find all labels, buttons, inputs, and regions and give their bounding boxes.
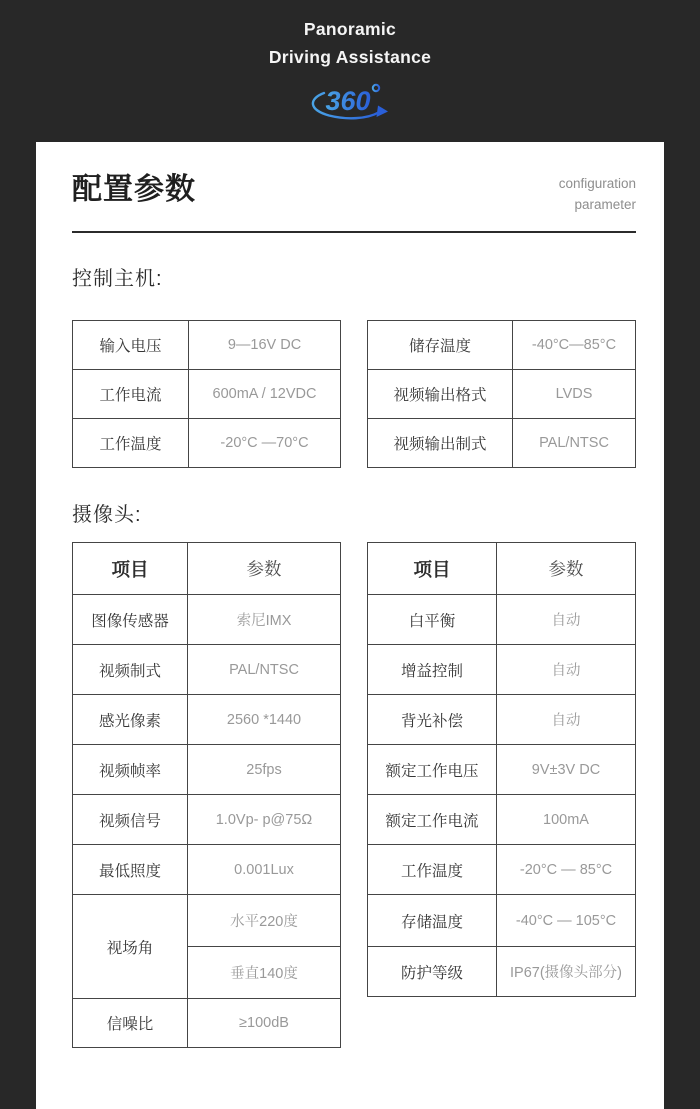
table-row [368,645,636,695]
spec-value-cell: 垂直140度 [188,947,341,999]
spec-value-cell: 自动 [497,695,636,745]
spec-value-cell: PAL/NTSC [513,419,636,468]
table-row [73,795,341,845]
table-row [73,595,341,645]
spec-value-cell: 2560 *1440 [188,695,341,745]
page-subtitle [559,170,636,215]
table-row [368,795,636,845]
spec-value-cell: 自动 [497,645,636,695]
column-header-item: 项目 [73,543,188,595]
page-title: 配置参数 [72,173,196,206]
camera-right-table [367,542,636,997]
spec-label-cell: 视频制式 [73,645,188,695]
host-left-table [72,320,341,468]
logo-360 [302,76,398,124]
page-header [0,0,700,124]
spec-label-cell: 视频输出格式 [368,370,513,419]
table-row [368,745,636,795]
spec-value-cell: -40°C — 105°C [497,895,636,947]
header-title-line2: Driving Assistance [268,47,432,67]
spec-label-cell: 背光补偿 [368,695,497,745]
spec-value-cell: 0.001Lux [188,845,341,895]
table-row [73,321,341,370]
table-row [368,947,636,997]
table-row [73,419,341,468]
table-header-row [73,543,341,595]
header-title-line1: Panoramic [303,19,397,39]
section-label-host: 控制主机: [72,268,163,290]
spec-label-cell: 白平衡 [368,595,497,645]
table-row [73,999,341,1048]
table-row-fov-top [73,895,341,947]
table-row [368,321,636,370]
spec-value-cell: -20°C —70°C [189,419,341,468]
spec-label-cell-fov: 视场角 [73,895,188,999]
camera-tables-row [72,542,636,1048]
spec-value-cell: 9V±3V DC [497,745,636,795]
logo-360-wrap [0,76,700,124]
spec-value-cell: 100mA [497,795,636,845]
spec-value-cell: IP67(摄像头部分) [497,947,636,997]
spec-label-cell: 额定工作电流 [368,795,497,845]
title-divider [72,231,636,233]
table-row [368,370,636,419]
spec-label-cell: 储存温度 [368,321,513,370]
column-header-param: 参数 [497,543,636,595]
spec-card [36,142,664,1109]
table-row [368,695,636,745]
spec-label-cell: 额定工作电压 [368,745,497,795]
camera-left-table [72,542,341,1048]
host-tables-row [72,320,636,468]
spec-value-cell: 自动 [497,595,636,645]
spec-value-cell: 1.0Vp- p@75Ω [188,795,341,845]
table-row [368,895,636,947]
spec-label-cell: 工作温度 [73,419,189,468]
spec-value-cell: 9—16V DC [189,321,341,370]
column-header-item: 项目 [368,543,497,595]
spec-value-cell: -20°C — 85°C [497,845,636,895]
spec-value-cell: 索尼IMX [188,595,341,645]
host-right-table [367,320,636,468]
table-row [73,845,341,895]
spec-value-cell: 25fps [188,745,341,795]
spec-label-cell: 图像传感器 [73,595,188,645]
spec-label-cell: 防护等级 [368,947,497,997]
table-row [73,370,341,419]
spec-label-cell: 视频输出制式 [368,419,513,468]
spec-label-cell: 增益控制 [368,645,497,695]
logo-360-text: 360 [325,86,371,116]
section-label-camera: 摄像头: [72,504,142,526]
degree-icon [373,85,379,91]
table-row [368,595,636,645]
spec-value-cell: LVDS [513,370,636,419]
table-row [368,419,636,468]
spec-label-cell: 视频帧率 [73,745,188,795]
table-row [368,845,636,895]
spec-label-cell: 工作温度 [368,845,497,895]
spec-value-cell: 600mA / 12VDC [189,370,341,419]
spec-value-cell: 水平220度 [188,895,341,947]
spec-label-cell: 感光像素 [73,695,188,745]
table-header-row [368,543,636,595]
column-header-param: 参数 [188,543,341,595]
card-title-row [72,170,636,215]
table-row [73,745,341,795]
spec-label-cell: 存储温度 [368,895,497,947]
table-row [73,695,341,745]
spec-label-cell: 视频信号 [73,795,188,845]
table-row [73,645,341,695]
spec-label-cell: 信噪比 [73,999,188,1048]
rotation-360-arrow-icon [302,76,398,124]
spec-label-cell: 工作电流 [73,370,189,419]
subtitle-line2: parameter [574,197,636,212]
spec-value-cell: ≥100dB [188,999,341,1048]
spec-value-cell: -40°C—85°C [513,321,636,370]
spec-value-cell: PAL/NTSC [188,645,341,695]
rotation-arrow-head [377,106,389,118]
spec-label-cell: 输入电压 [73,321,189,370]
subtitle-line1: configuration [558,176,636,191]
spec-label-cell: 最低照度 [73,845,188,895]
